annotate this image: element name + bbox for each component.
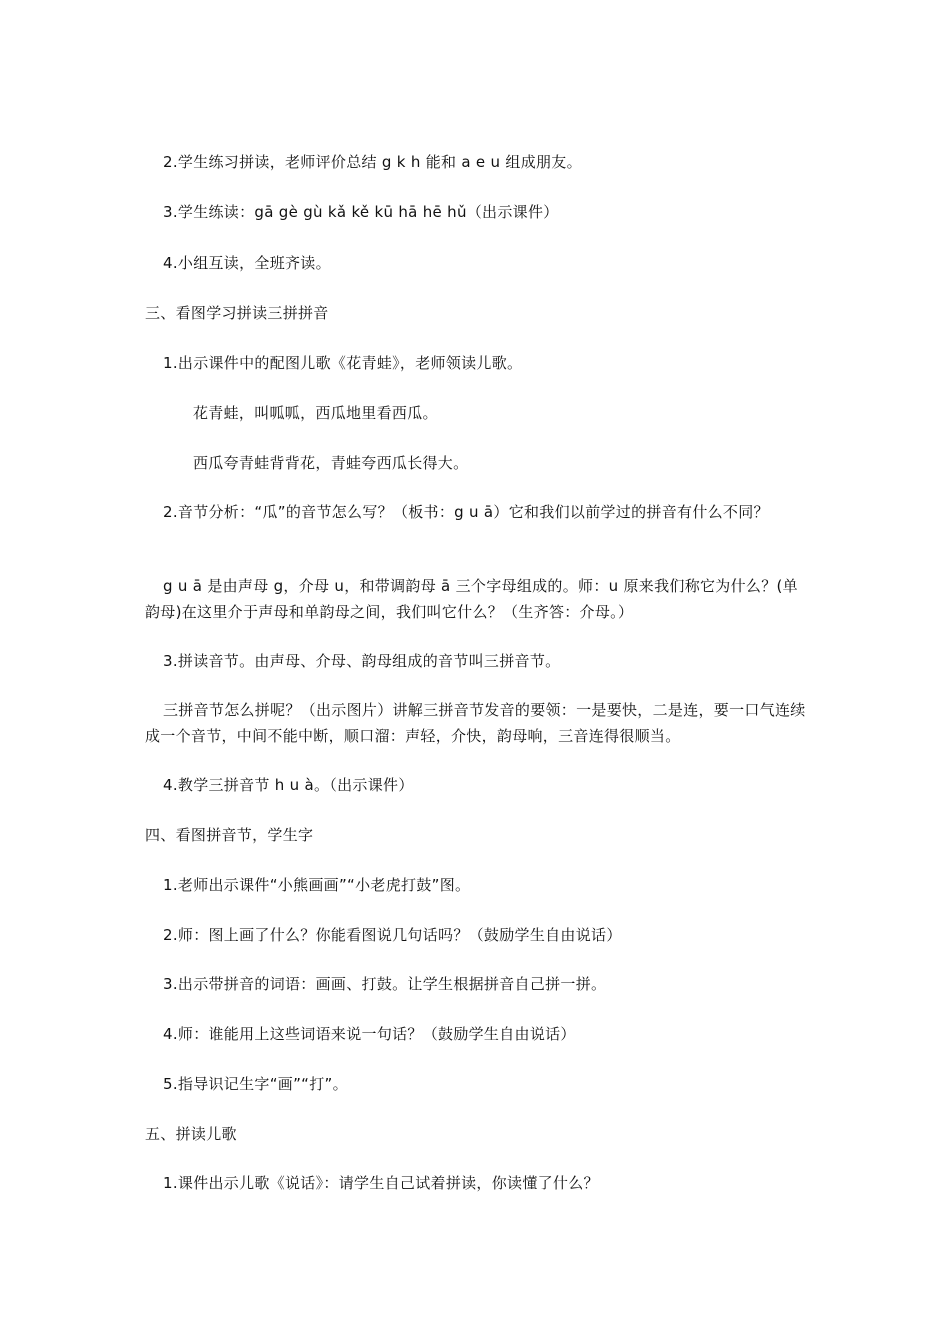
- paragraph-rhyme-shuohua: 1.课件出示儿歌《说话》：请学生自己试着拼读，你读懂了什么？: [163, 1174, 599, 1192]
- paragraph-words-with-pinyin: 3.出示带拼音的词语：画画、打鼓。让学生根据拼音自己拼一拼。: [163, 975, 607, 993]
- rhyme-line-1: 花青蛙，叫呱呱，西瓜地里看西瓜。: [193, 404, 438, 422]
- paragraph-picture-talk: 2.师：图上画了什么？你能看图说几句话吗？（鼓励学生自由说话）: [163, 926, 622, 944]
- paragraph-teach-hua: 4.教学三拼音节 h u à。（出示课件）: [163, 776, 414, 794]
- paragraph-syllable-analysis: 2.音节分析：“瓜”的音节怎么写？（板书：g u ā）它和我们以前学过的拼音有什么不同？: [163, 503, 769, 521]
- paragraph-practice-blending: 2.学生练习拼读，老师评价总结 g k h 能和 a e u 组成朋友。: [163, 153, 582, 171]
- paragraph-medial-explanation: g u ā 是由声母 g，介母 u，和带调韵母 ā 三个字母组成的。师：u 原来我们称它为什么？(单韵母)在这里介于声母和单韵母之间，我们叫它什么？（生齐答：介母。）: [145, 577, 798, 621]
- rhyme-line-2: 西瓜夸青蛙背背花，青蛙夸西瓜长得大。: [193, 454, 469, 472]
- paragraph-new-characters: 5.指导识记生字“画”“打”。: [163, 1075, 348, 1093]
- paragraph-group-reading: 4.小组互读，全班齐读。: [163, 254, 331, 272]
- paragraph-show-pictures: 1.老师出示课件“小熊画画”“小老虎打鼓”图。: [163, 876, 471, 894]
- paragraph-blending-method: 三拼音节怎么拼呢？（出示图片）讲解三拼音节发音的要领：一是要快，二是连，要一口气连续成一个音节，中间不能中断，顺口溜：声轻，介快，韵母响，三音连得很顺当。: [145, 701, 806, 745]
- section-heading-four: 四、看图拼音节，学生字: [145, 826, 314, 844]
- paragraph-make-sentence: 4.师：谁能用上这些词语来说一句话？（鼓励学生自由说话）: [163, 1025, 576, 1043]
- paragraph-practice-reading: 3.学生练读：gā gè gù kǎ kě kū hā hē hǔ（出示课件）: [163, 203, 559, 221]
- section-heading-three: 三、看图学习拼读三拼拼音: [145, 304, 329, 322]
- paragraph-show-rhyme: 1.出示课件中的配图儿歌《花青蛙》，老师领读儿歌。: [163, 354, 523, 372]
- section-heading-five: 五、拼读儿歌: [145, 1125, 237, 1143]
- paragraph-three-part-syllable: 3.拼读音节。由声母、介母、韵母组成的音节叫三拼音节。: [163, 652, 561, 670]
